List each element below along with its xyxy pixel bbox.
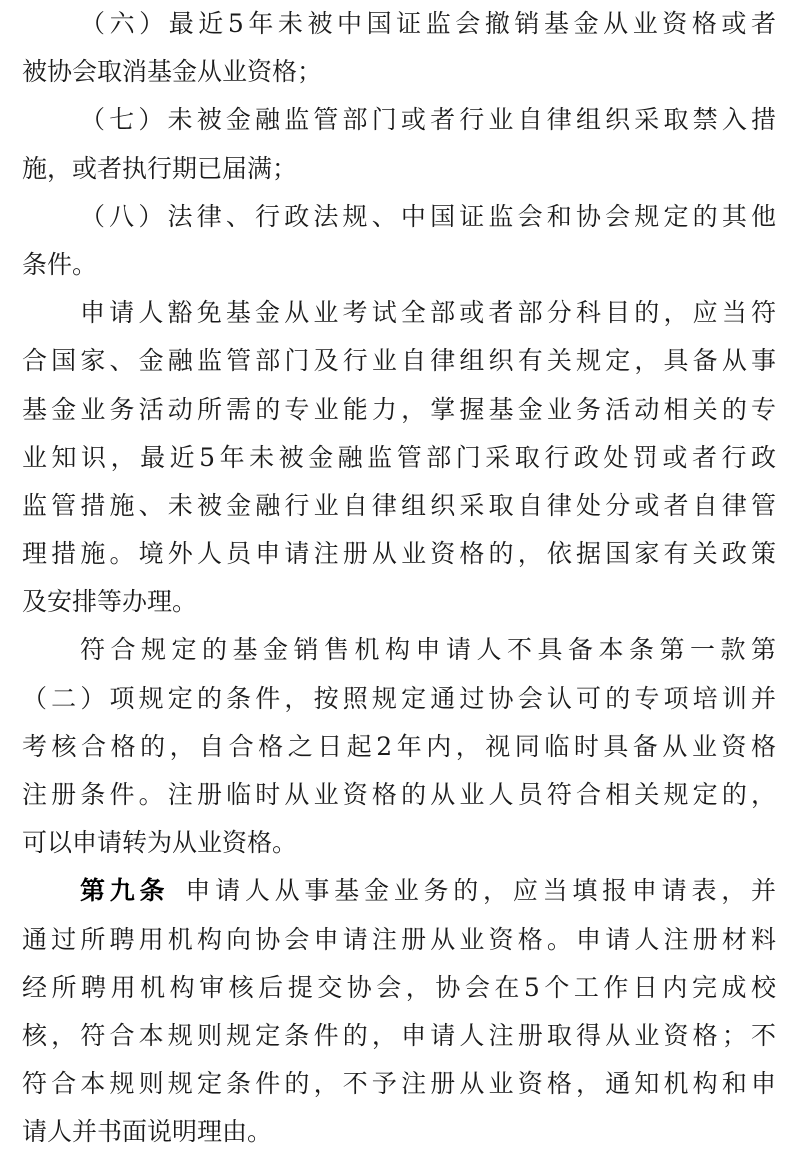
text-line: 及安排等办理。 <box>22 587 198 617</box>
text-line: 监管措施、未被金融行业自律组织采取自律处分或者自律管 <box>22 490 776 520</box>
paragraph-item-8 <box>22 193 776 289</box>
text-line: 请人并书面说明理由。 <box>22 1117 273 1147</box>
text-line: 被协会取消基金从业资格； <box>22 57 323 87</box>
paragraph-exemption <box>22 289 776 626</box>
article-9 <box>22 867 776 1156</box>
text-line: 经所聘用机构审核后提交协会，协会在5个工作日内完成校 <box>22 972 776 1002</box>
article-text: 申请人从事基金业务的，应当填报申请表，并 <box>185 876 776 906</box>
text-line: 基金业务活动所需的专业能力，掌握基金业务活动相关的专 <box>22 394 776 424</box>
text-line: （八）法律、行政法规、中国证监会和协会规定的其他 <box>80 201 776 231</box>
paragraph-sales-institution <box>22 626 776 867</box>
text-line: 符合本规则规定条件的，不予注册从业资格，通知机构和申 <box>22 1069 776 1099</box>
text-line: （二）项规定的条件，按照规定通过协会认可的专项培训并 <box>22 683 776 713</box>
text-line: 合国家、金融监管部门及行业自律组织有关规定，具备从事 <box>22 346 776 376</box>
text-line: 符合规定的基金销售机构申请人不具备本条第一款第 <box>80 635 776 665</box>
text-line: 施，或者执行期已届满； <box>22 153 298 183</box>
text-line: 注册条件。注册临时从业资格的从业人员符合相关规定的， <box>22 780 776 809</box>
text-line: （七）未被金融监管部门或者行业自律组织采取禁入措 <box>80 105 776 135</box>
paragraph-item-7 <box>22 96 776 192</box>
text-line: 考核合格的，自合格之日起2年内，视同临时具备从业资格 <box>22 731 776 761</box>
document-page <box>22 0 776 1157</box>
text-line: 申请人豁免基金从业考试全部或者部分科目的，应当符 <box>80 298 776 328</box>
text-line: （六）最近5年未被中国证监会撤销基金从业资格或者 <box>80 9 776 38</box>
text-line: 业知识，最近5年未被金融监管部门采取行政处罚或者行政 <box>22 442 776 472</box>
paragraph-item-6 <box>22 0 776 96</box>
text-line: 可以申请转为从业资格。 <box>22 828 298 858</box>
text-line <box>22 867 776 915</box>
text-line: 通过所聘用机构向协会申请注册从业资格。申请人注册材料 <box>22 924 776 954</box>
text-line: 核，符合本规则规定条件的，申请人注册取得从业资格；不 <box>22 1020 776 1050</box>
article-label: 第九条 <box>80 876 170 906</box>
text-line: 条件。 <box>22 249 98 279</box>
text-line: 理措施。境外人员申请注册从业资格的，依据国家有关政策 <box>22 539 776 569</box>
